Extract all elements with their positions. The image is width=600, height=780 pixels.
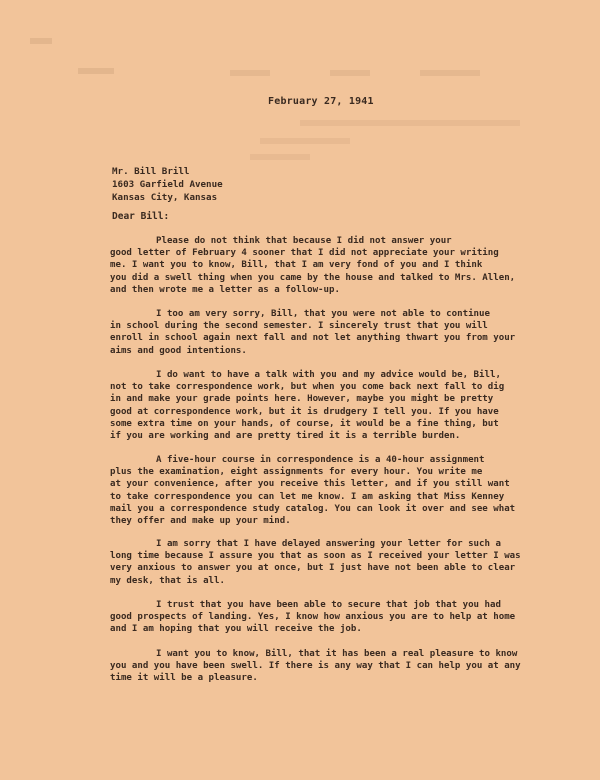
recipient-street: 1603 Garfield Avenue — [112, 179, 223, 190]
bleed-through-mark — [420, 70, 480, 76]
paragraph-5 — [110, 538, 540, 587]
bleed-through-mark — [30, 38, 52, 44]
paragraph-line: you and you have been swell. If there is any way that I can help you at any — [110, 661, 521, 672]
paragraph-line: in and make your grade points here. However, maybe you might be pretty — [110, 394, 494, 405]
paragraph-line: long time because I assure you that as soon as I received your letter I was — [110, 551, 521, 562]
recipient-name: Mr. Bill Brill — [112, 166, 190, 177]
paragraph-7 — [110, 648, 540, 685]
bleed-through-mark — [330, 70, 370, 76]
paragraph-line: plus the examination, eight assignments for every hour. You write me — [110, 467, 483, 478]
bleed-through-mark — [230, 70, 270, 76]
paragraph-line: not to take correspondence work, but when you come back next fall to dig — [110, 382, 505, 393]
paragraph-line: they offer and make up your mind. — [110, 516, 291, 527]
salutation: Dear Bill: — [112, 211, 170, 222]
bleed-through-mark — [250, 154, 310, 160]
paragraph-line: time it will be a pleasure. — [110, 673, 258, 684]
paragraph-line: if you are working and are pretty tired it is a terrible burden. — [110, 431, 461, 442]
paragraph-line: aims and good intentions. — [110, 345, 247, 356]
bleed-through-mark — [260, 138, 350, 144]
recipient-address — [112, 165, 223, 204]
paragraph-line: I want you to know, Bill, that it has been a real pleasure to know — [156, 649, 518, 659]
paragraph-line: I trust that you have been able to secure that job that you had — [156, 600, 501, 610]
recipient-city: Kansas City, Kansas — [112, 192, 218, 203]
paragraph-line: at your convenience, after you receive this letter, and if you still want — [110, 479, 510, 490]
paragraph-2 — [110, 308, 540, 357]
paragraph-line: enroll in school again next fall and not let anything thwart you from your — [110, 333, 516, 344]
paragraph-line: me. I want you to know, Bill, that I am very fond of you and I think — [110, 260, 483, 271]
paragraph-4 — [110, 454, 540, 527]
paragraph-line: Please do not think that because I did not answer your — [156, 236, 452, 246]
paragraph-line: good prospects of landing. Yes, I know how anxious you are to help at home — [110, 612, 516, 623]
paragraph-line: very anxious to answer you at once, but I just have not been able to clear — [110, 563, 516, 574]
paragraph-line: I do want to have a talk with you and my advice would be, Bill, — [156, 370, 501, 380]
paragraph-line: you did a swell thing when you came by the house and talked to Mrs. Allen, — [110, 272, 516, 283]
paragraph-line: good letter of February 4 sooner that I did not appreciate your writing — [110, 248, 499, 259]
paragraph-line: I too am very sorry, Bill, that you were not able to continue — [156, 309, 490, 319]
paragraph-line: and I am hoping that you will receive the job. — [110, 624, 362, 635]
paragraph-line: some extra time on your hands, of course, it would be a fine thing, but — [110, 418, 499, 429]
paragraph-6 — [110, 599, 540, 636]
paragraph-line: to take correspondence you can let me know. I am asking that Miss Kenney — [110, 491, 505, 502]
paragraph-line: and then wrote me a letter as a follow-up. — [110, 284, 340, 295]
bleed-through-mark — [78, 68, 114, 74]
paragraph-line: my desk, that is all. — [110, 575, 225, 586]
paragraph-line: I am sorry that I have delayed answering your letter for such a — [156, 539, 501, 549]
paragraph-line: mail you a correspondence study catalog. You can look it over and see what — [110, 503, 516, 514]
paragraph-line: in school during the second semester. I sincerely trust that you will — [110, 321, 488, 332]
paragraph-line: good at correspondence work, but it is drudgery I tell you. If you have — [110, 406, 499, 417]
bleed-through-mark — [300, 120, 520, 126]
paragraph-3 — [110, 369, 540, 442]
paragraph-1 — [110, 235, 540, 296]
letter-date: February 27, 1941 — [268, 96, 374, 107]
paragraph-line: A five-hour course in correspondence is a 40-hour assignment — [156, 455, 485, 465]
